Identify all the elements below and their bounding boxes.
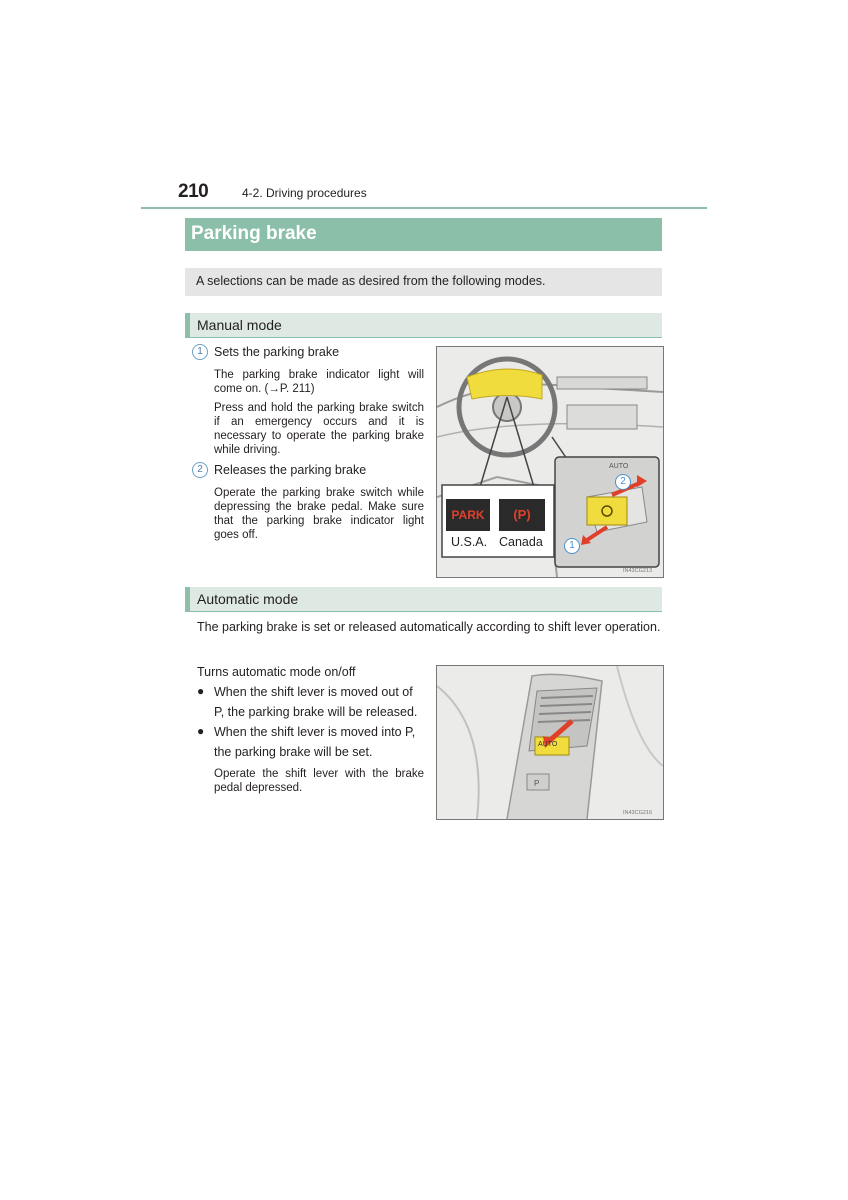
manual-mode-heading xyxy=(185,313,662,338)
section-reference: 4-2. Driving procedures xyxy=(242,186,367,200)
step-number-1: 1 xyxy=(192,344,208,360)
figure-code: IN43CG213 xyxy=(623,568,653,574)
step-1-note-2: Press and hold the parking brake switch if an emergency occurs and it is necessary to operate the parking brake while driving. xyxy=(214,402,424,456)
park-indicator-usa: PARK xyxy=(451,508,485,522)
header-divider xyxy=(141,207,707,209)
bullet-shift-out-of-p: When the shift lever is moved out of P, the parking brake will be released. xyxy=(214,685,418,719)
caption-usa: U.S.A. xyxy=(451,535,488,549)
step-2-note-1: Operate the parking brake switch while depressing the brake pedal. Make sure that the parking brake indicator light goes off. xyxy=(214,487,424,541)
step-1-note-1: The parking brake indicator light will come on. (→P. 211) xyxy=(214,369,424,395)
step-number-2: 2 xyxy=(192,462,208,478)
automatic-mode-description: The parking brake is set or released automatically according to shift lever operation. xyxy=(197,620,661,634)
page-title: Parking brake xyxy=(191,223,317,244)
figure-code: IN43CG216 xyxy=(623,810,653,816)
page-title-bar xyxy=(185,218,662,251)
intro-box xyxy=(185,268,662,296)
automatic-mode-illustration xyxy=(436,665,664,820)
callout-2: 2 xyxy=(615,474,631,490)
bullet-marker: ● xyxy=(197,684,205,698)
auto-switch-label: AUTO xyxy=(609,463,629,470)
automatic-toggle-label: Turns automatic mode on/off xyxy=(197,665,356,679)
step-2-label: Releases the parking brake xyxy=(214,463,367,477)
caption-canada: Canada xyxy=(499,535,543,549)
manual-mode-heading-text: Manual mode xyxy=(197,317,282,333)
automatic-mode-heading xyxy=(185,587,662,612)
bullet-marker: ● xyxy=(197,724,205,738)
park-indicator-canada: (P) xyxy=(513,507,531,522)
page-number: 210 xyxy=(178,181,209,202)
auto-mode-switch-label: AUTO xyxy=(538,741,558,748)
svg-text:P: P xyxy=(534,779,540,788)
callout-1: 1 xyxy=(564,538,580,554)
step-1-label: Sets the parking brake xyxy=(214,345,340,359)
bullet-shift-into-p: When the shift lever is moved into P, the parking brake will be set. xyxy=(214,725,416,759)
automatic-mode-note: Operate the shift lever with the brake pedal depressed. xyxy=(214,768,424,794)
intro-text: A selections can be made as desired from the following modes. xyxy=(196,274,546,288)
manual-mode-illustration xyxy=(436,346,664,578)
automatic-mode-heading-text: Automatic mode xyxy=(197,591,299,607)
